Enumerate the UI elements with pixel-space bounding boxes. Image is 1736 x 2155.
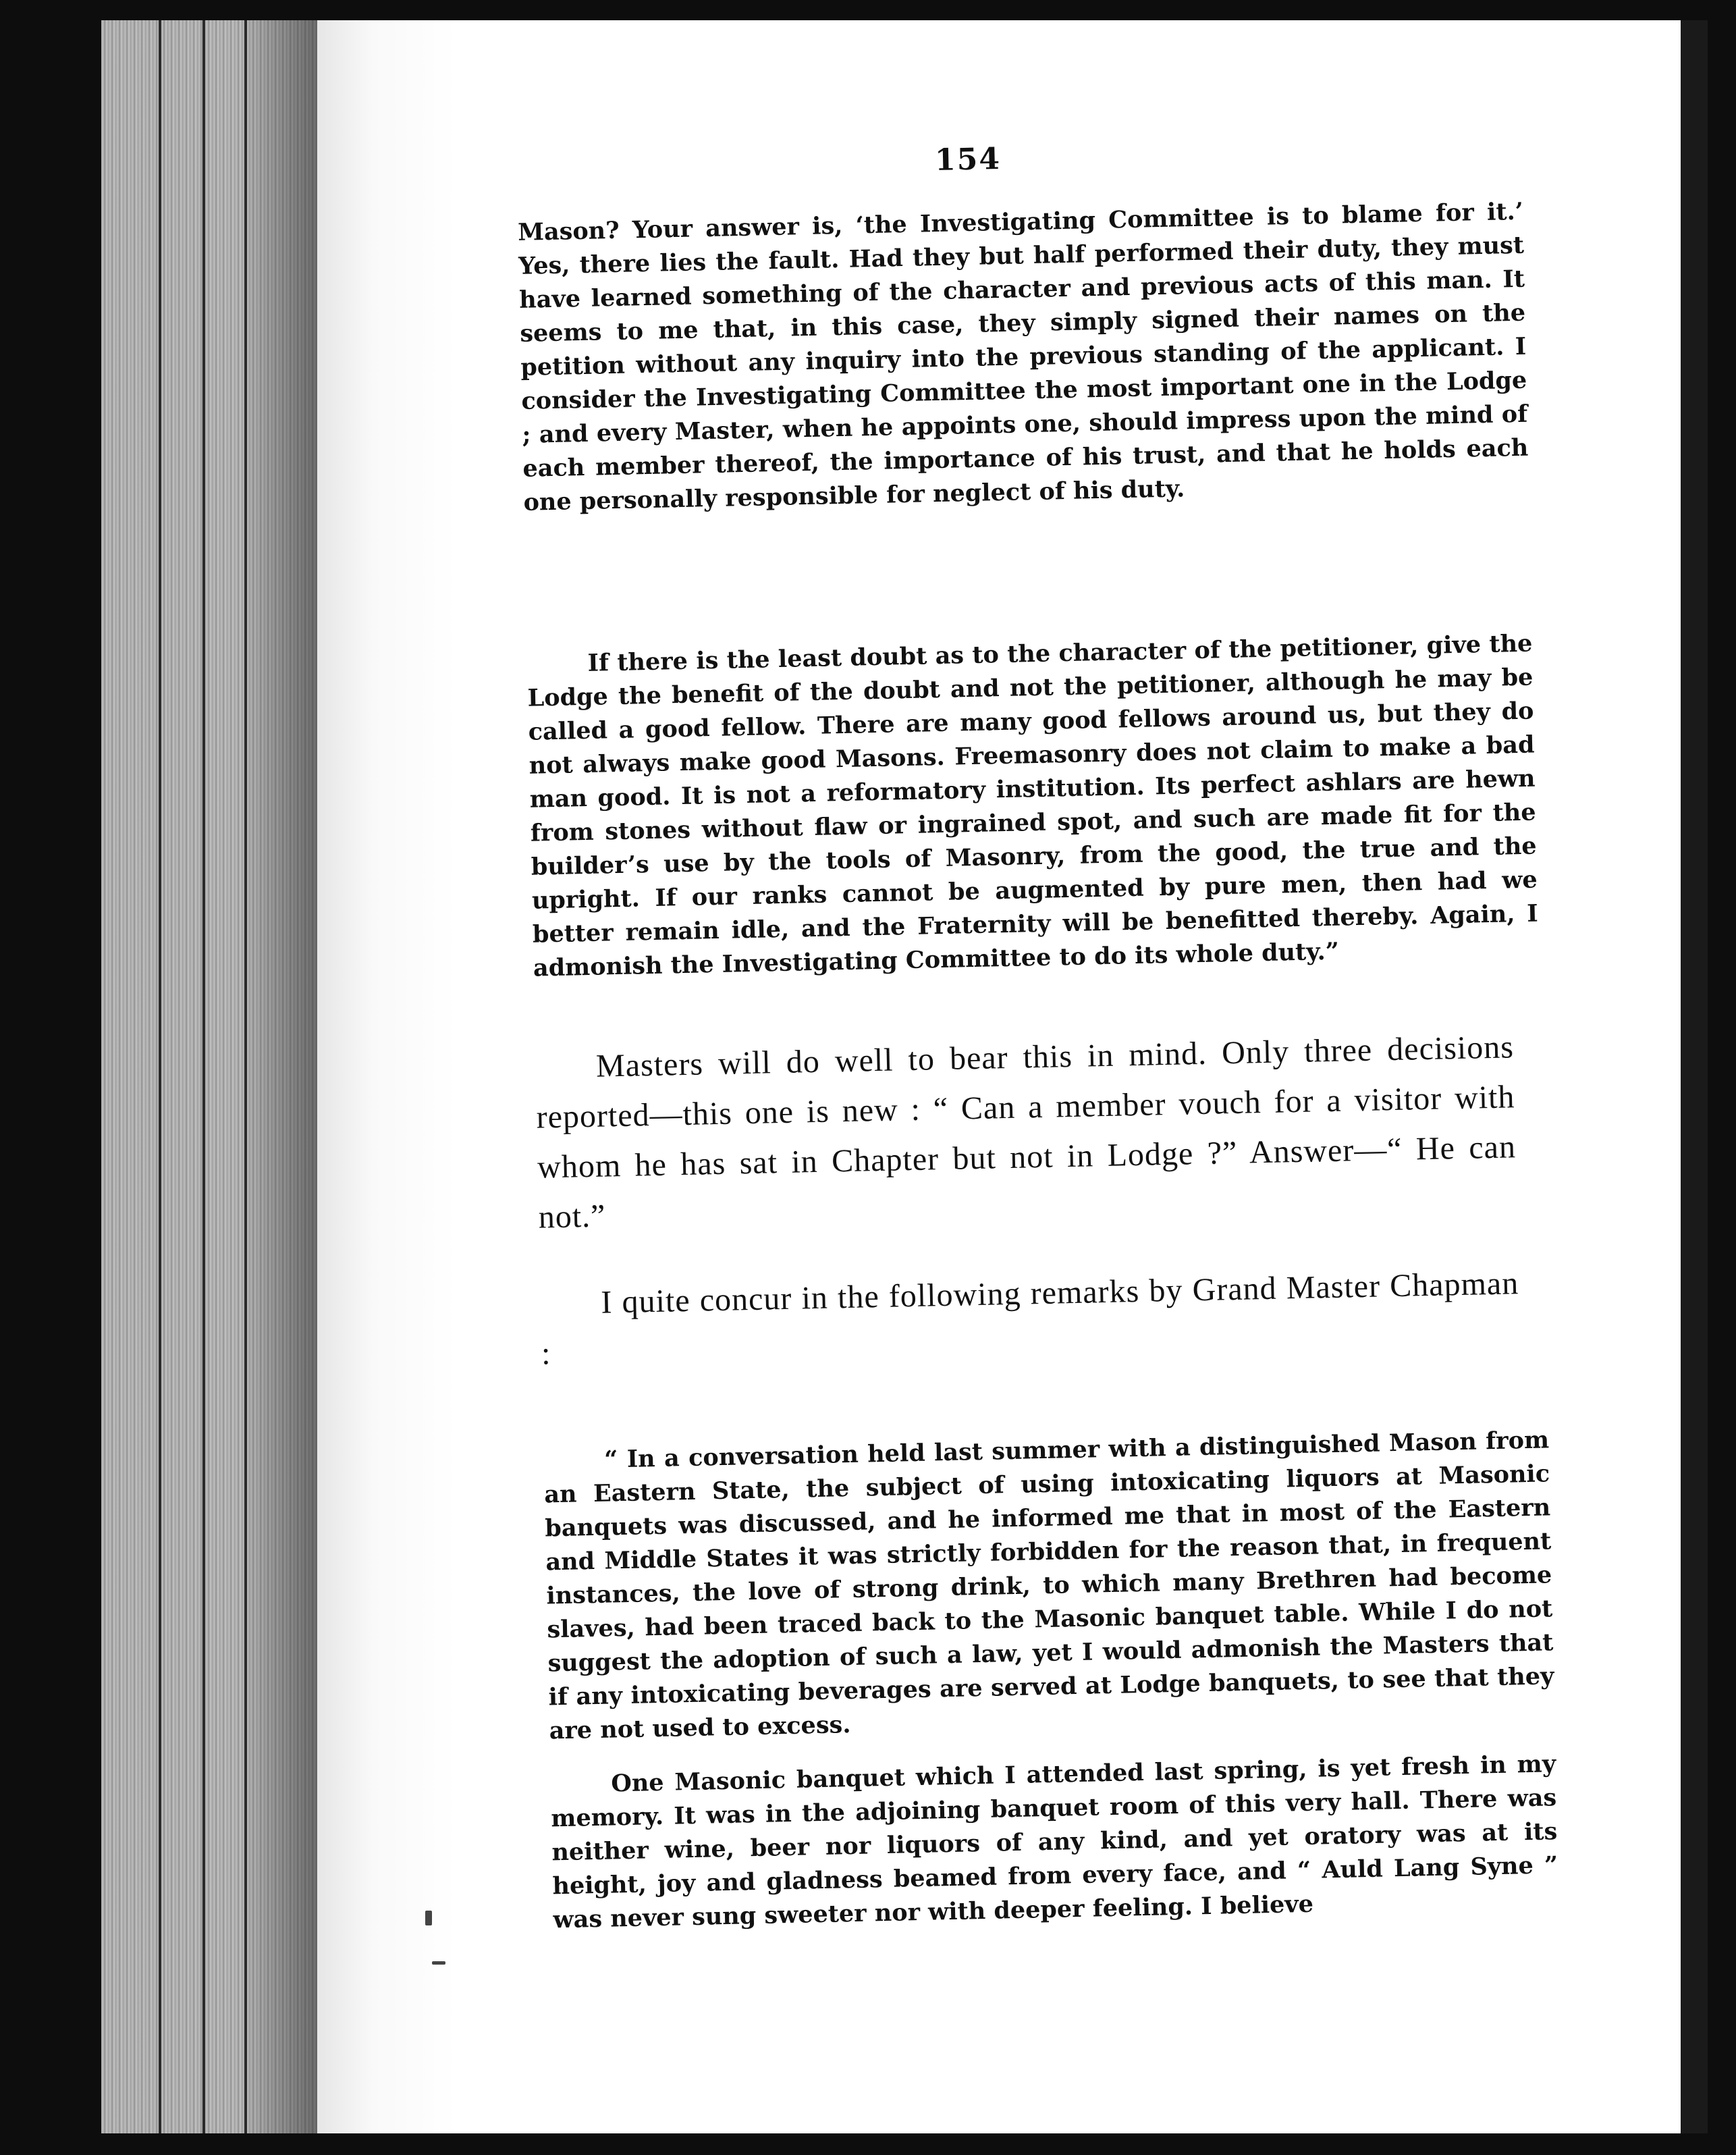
- quoted-paragraph: [550, 1747, 1559, 1937]
- page-stack-divider: [159, 20, 161, 2133]
- commentary-paragraph: [535, 1022, 1517, 1242]
- commentary-paragraph: [540, 1258, 1521, 1379]
- page-stack-divider: [202, 20, 205, 2133]
- quoted-paragraph: [543, 1423, 1555, 1748]
- scan-speck: [432, 1961, 445, 1965]
- paragraph-text: Masters will do well to bear this in mind. Only three decisions reported—this one is new : “ Can a member vouch for a visitor with whom he has sat in Chapter but not in Lodge ?” Answer—“ He can not.”: [536, 1029, 1517, 1235]
- scan-speck: [425, 1911, 432, 1925]
- paragraph-text: One Masonic banquet which I attended last spring, is yet fresh in my memory. It was in the adjoining banquet room of this very hall. There was neither wine, beer nor liquors of any kind, and yet oratory was at its height, joy and gladness beamed from every face, and “ Auld Lang Syne ” was never sung sweeter nor with deeper feeling. I believe: [551, 1750, 1558, 1934]
- paragraph-text: If there is the least doubt as to the character of the petitioner, give the Lodge the benefit of the doubt and not the petitioner, although he may be called a good fellow. There are many good fellows around us, but they do not always make good Masons. Freemasonry does not claim to make a bad man good. It is not a reformatory institution. Its perfect ashlars are hewn from stones without flaw or ingrained spot, and such are made fit for the builder’s use by the tools of Masonry, from the good, the true and the upright. If our ranks cannot be augmented by pure men, then had we better remain idle, and the Fraternity will be benefitted thereby. Again, I admonish the Investigating Committee to do its whole duty.”: [527, 629, 1539, 982]
- quoted-paragraph: [526, 627, 1539, 986]
- page-number: 154: [934, 141, 1002, 178]
- paragraph-text: I quite concur in the following remarks by Grand Master Chapman :: [541, 1265, 1519, 1372]
- quoted-paragraph: [518, 195, 1529, 520]
- page-right-edge: [1681, 20, 1708, 2133]
- page-gutter-shadow: [240, 20, 321, 2133]
- paragraph-text: “ In a conversation held last summer with a distinguished Mason from an Eastern State, the subject of using intoxicating liquors at Masonic banquets was discussed, and he informed me that in most of the Eastern and Middle States it was strictly forbidden for the reason that, in frequent instances, the love of strong drink, to which many Brethren had become slaves, had been traced back to the Masonic banquet table. While I do not suggest the adoption of such a law, yet I would admonish the Masters that if any intoxicating beverages are served at Lodge banquets, to see that they are not used to excess.: [543, 1426, 1554, 1745]
- paragraph-text: Mason? Your answer is, ‘the Investigating Committee is to blame for it.’ Yes, there lies the fault. Had they but half performed their duty, they must have learned something of the character and previous acts of this man. It seems to me that, in this case, they simply signed their names on the petition without any inquiry into the previous standing of the applicant. I consider the Investigating Committee the most important one in the Lodge ; and every Master, when he appoints one, should impress upon the mind of each member thereof, the importance of his trust, and that he holds each one personally responsible for neglect of his duty.: [517, 197, 1529, 516]
